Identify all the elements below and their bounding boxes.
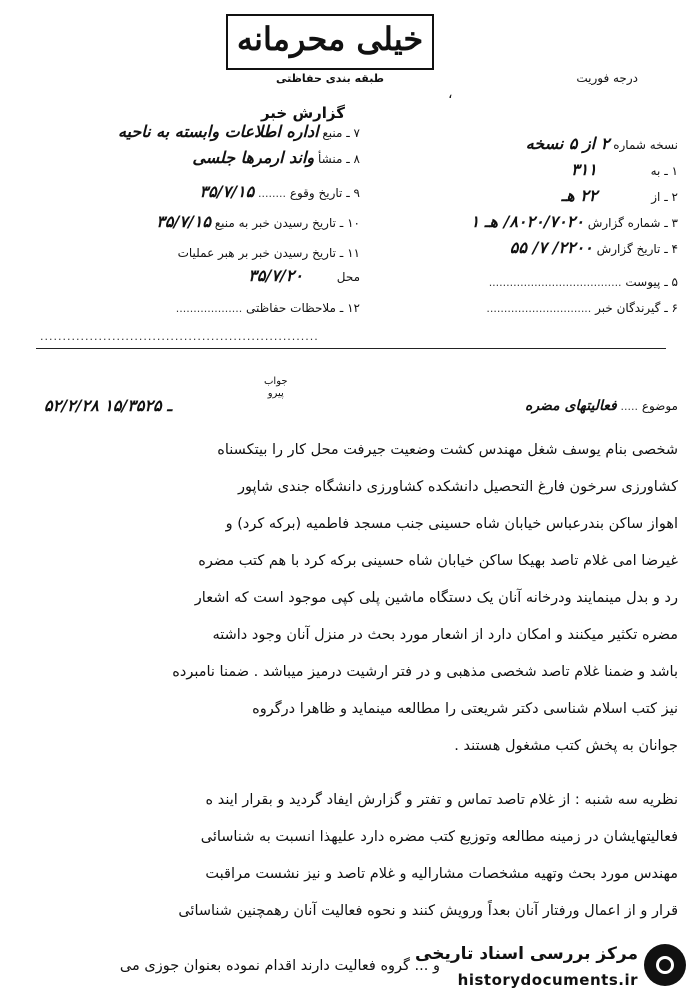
- right-field-value: ۲ از ۵ نسخه: [525, 134, 610, 153]
- right-field: ۱ ـ به ۳۱۱: [571, 160, 678, 179]
- watermark-name-fa: مرکز بررسی اسناد تاریخی: [415, 944, 638, 964]
- body-line: اهواز ساکن بندرعباس خیابان شاه حسینی جنب مسجد فاطمیه (برکه کرد) و: [225, 516, 678, 532]
- left-field-value: ۳۵/۷/۱۵: [156, 212, 211, 231]
- watermark-name-en: historydocuments.ir: [457, 971, 638, 989]
- right-field: ۵ ـ پیوست ......................................: [488, 275, 678, 289]
- left-field: ۱۰ ـ تاریخ رسیدن خبر به منبع ۳۵/۷/۱۵: [156, 212, 360, 231]
- subject-value: فعالیتهای مضره: [524, 398, 617, 414]
- left-field-value: ۳۵/۷/۱۵: [199, 182, 255, 201]
- right-field: ۲ ـ از ۲۲ هـ: [561, 186, 678, 205]
- left-field: ۹ ـ تاریخ وقوع ........ ۳۵/۷/۱۵: [199, 182, 360, 201]
- right-field-value: ۲۲۰۰/ ۷/ ۵۵: [509, 238, 593, 257]
- body-line: نظریه سه شنبه : از غلام تاصد تماس و تفتر و گزارش ایفاد گردید و بقرار ایند ه: [205, 792, 678, 808]
- reference-follow: پیرو: [267, 388, 284, 399]
- left-field: ۱۲ ـ ملاحظات حفاظتی ...................: [175, 301, 360, 315]
- right-field-value: ۳۱۱: [571, 160, 597, 179]
- body-line: شخصی بنام یوسف شغل مهندس کشت وضعیت جیرفت محل کار را بیتکسناه: [217, 442, 678, 458]
- body-line: قرار و از اعمال ورفتار آنان بعداً ورویش کنند و نحوه فعالیت آنان رهمچنین شناسائی: [178, 903, 678, 919]
- ink-mark: ،: [448, 86, 453, 102]
- body-line: مهندس مورد بحث وتهیه مشخصات مشارالیه و غلام تاصد و نیز نشست مراقبت: [205, 866, 678, 882]
- right-field: نسخه شماره ۲ از ۵ نسخه: [525, 134, 678, 153]
- body-line: نیز کتب اسلام شناسی دکتر شریعتی را مطالعه مینماید و ظاهرا درگروه: [252, 701, 678, 717]
- left-field-value: واند ارمرها جلسی: [192, 148, 315, 167]
- body-line: و ... گروه فعالیت دارند اقدام نموده بعنوان جوزی می: [119, 958, 440, 974]
- body-line: جوانان به پخش کتب مشغول هستند .: [454, 738, 678, 754]
- left-field: ۱۱ ـ تاریخ رسیدن خبر بر هبر عملیات: [177, 246, 360, 260]
- left-field-value: اداره اطلاعات وابسته به ناحیه: [117, 122, 319, 141]
- body-line: کشاورزی سرخون فارغ التحصیل دانشکده کشاورزی دانشگاه جندی شاپور: [237, 479, 678, 495]
- header-divider: [36, 348, 666, 349]
- left-field: ۷ ـ منبع اداره اطلاعات وابسته به ناحیه: [117, 122, 360, 141]
- reference-number: ۵۲/۲/۲۸ ـ ۱۵/۳۵۲۵: [44, 396, 172, 415]
- body-line: مضره تکثیر میکنند و امکان دارد از اشعار مورد بحث در منزل آنان وجود داشته: [212, 627, 678, 643]
- watermark-emblem-icon: [644, 944, 686, 986]
- subject-label: موضوع: [641, 399, 678, 413]
- right-field-value: ۲۲ هـ: [561, 186, 598, 205]
- classification-stamp: [226, 14, 434, 85]
- subject-line: موضوع ..... فعالیتهای مضره: [524, 398, 678, 414]
- report-title: گزارش خبر: [260, 104, 345, 122]
- body-line: باشد و ضمنا غلام تاصد شخصی مذهبی و در فتر ارشیت درمیز میباشد . ضمنا نامبرده: [172, 664, 678, 680]
- left-field: محل ۳۵/۷/۲۰: [248, 266, 360, 285]
- urgency-label: درجه فوریت: [576, 71, 638, 85]
- left-field-value: ۳۵/۷/۲۰: [248, 266, 303, 285]
- body-line: رد و بدل مینمایند ودرخانه آنان یک دستگاه ماشین پلی کپی موجود است که اشعار: [194, 590, 678, 606]
- body-line: فعالیتهایشان در زمینه مطالعه وتوزیع کتب مضره دارد علیهذا انسبت به شناسائی: [200, 829, 678, 845]
- right-field: ۳ ـ شماره گزارش ۸۰۲۰/۷۰۲۰/ هـ ۱: [470, 212, 678, 231]
- watermark-logo: [415, 938, 692, 1000]
- right-field: ۴ ـ تاریخ گزارش ۲۲۰۰/ ۷/ ۵۵: [509, 238, 678, 257]
- body-line: غیرضا امی غلام تاصد بهیکا ساکن خیابان شاه حسینی برکه کرد با هم کتب مضره: [198, 553, 678, 569]
- right-field: ۶ ـ گیرندگان خبر ..............................: [486, 301, 678, 315]
- classification-subnote: طبقه بندی حفاظتی: [275, 72, 385, 85]
- reference-labels: [264, 376, 288, 400]
- right-field-value: ۸۰۲۰/۷۰۲۰/ هـ ۱: [470, 212, 584, 231]
- reference-reply: جواب: [264, 376, 288, 387]
- left-field: ۸ ـ منشأ واند ارمرها جلسی: [192, 148, 360, 167]
- classification-label: خیلی محرمانه: [236, 20, 424, 58]
